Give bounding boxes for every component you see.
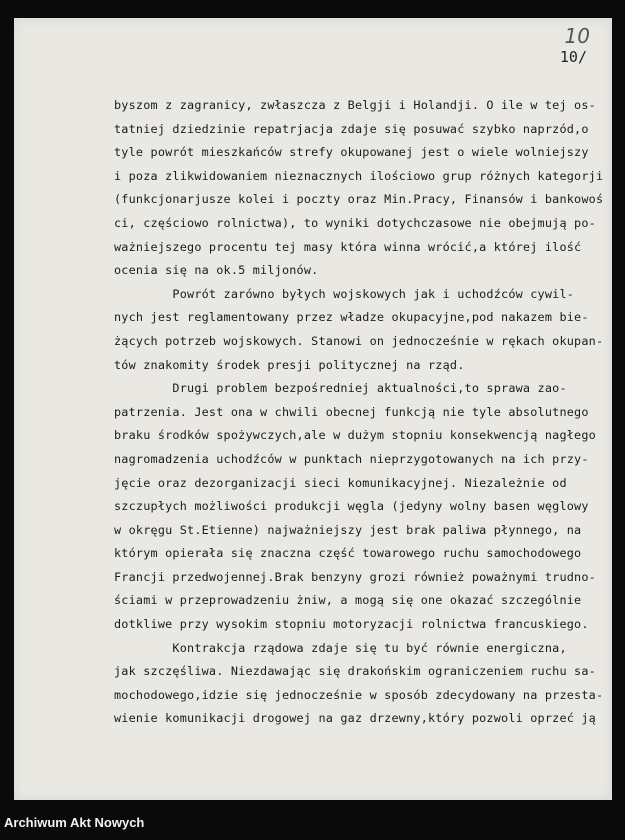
- text-line: szczupłych możliwości produkcji węgla (jedyny wolny basen węglowy: [114, 499, 589, 514]
- text-line: żących potrzeb wojskowych. Stanowi on jednocześnie w rękach okupan-: [114, 333, 604, 348]
- text-line: w okręgu St.Etienne) najważniejszy jest brak paliwa płynnego, na: [114, 522, 582, 537]
- text-line: jak szczęśliwa. Niezdawając się drakońskim ograniczeniem ruchu sa-: [114, 664, 596, 679]
- text-line: i poza zlikwidowaniem nieznacznych ilościowo grup różnych kategorji: [114, 168, 604, 183]
- text-line: Kontrakcja rządowa zdaje się tu być równie energiczna,: [114, 640, 567, 655]
- typewritten-text: [114, 94, 604, 731]
- text-line: którym opierała się znaczna część towarowego ruchu samochodowego: [114, 546, 582, 561]
- text-line: dotkliwe przy wysokim stopniu motoryzacji rolnictwa francuskiego.: [114, 617, 589, 632]
- text-line: ściami w przeprowadzeniu żniw, a mogą się one okazać szczególnie: [114, 593, 582, 608]
- pencil-page-number: 10: [564, 24, 590, 48]
- text-line: nych jest reglamentowany przez władze okupacyjne,pod nakazem bie-: [114, 310, 589, 325]
- text-line: wienie komunikacji drogowej na gaz drzewny,który pozwoli oprzeć ją: [114, 711, 596, 726]
- text-line: nagromadzenia uchodźców w punktach nieprzygotowanych na ich przy-: [114, 451, 589, 466]
- document-page: [14, 18, 612, 800]
- text-line: Francji przedwojennej.Brak benzyny grozi również poważnymi trudno-: [114, 569, 596, 584]
- text-line: patrzenia. Jest ona w chwili obecnej funkcją nie tyle absolutnego: [114, 404, 589, 419]
- typed-page-number: 10/: [559, 48, 587, 66]
- text-line: (funkcjonarjusze kolei i poczty oraz Min.Pracy, Finansów i bankowoś: [114, 192, 604, 207]
- text-line: tatniej dziedzinie repatrjacja zdaje się posuwać szybko naprzód,o: [114, 121, 589, 136]
- text-line: ci, częściowo rolnictwa), to wyniki dotychczasowe nie obejmują po-: [114, 215, 596, 230]
- text-line: mochodowego,idzie się jednocześnie w sposób zdecydowany na przesta-: [114, 687, 604, 702]
- text-line: tyle powrót mieszkańców strefy okupowanej jest o wiele wolniejszy: [114, 145, 589, 160]
- text-line: ocenia się na ok.5 miljonów.: [114, 263, 319, 278]
- text-line: ważniejszego procentu tej masy która winna wrócić,a której ilość: [114, 239, 582, 254]
- text-line: braku środków spożywczych,ale w dużym stopniu konsekwencją nagłego: [114, 428, 596, 443]
- archive-label: Archiwum Akt Nowych: [4, 815, 145, 830]
- text-line: Powrót zarówno byłych wojskowych jak i uchodźców cywil-: [114, 286, 575, 301]
- text-line: Drugi problem bezpośredniej aktualności,to sprawa zao-: [114, 381, 567, 396]
- text-line: tów znakomity środek presji politycznej na rząd.: [114, 357, 465, 372]
- text-line: jęcie oraz dezorganizacji sieci komunikacyjnej. Niezależnie od: [114, 475, 567, 490]
- text-line: byszom z zagranicy, zwłaszcza z Belgji i Holandji. O ile w tej os-: [114, 98, 596, 112]
